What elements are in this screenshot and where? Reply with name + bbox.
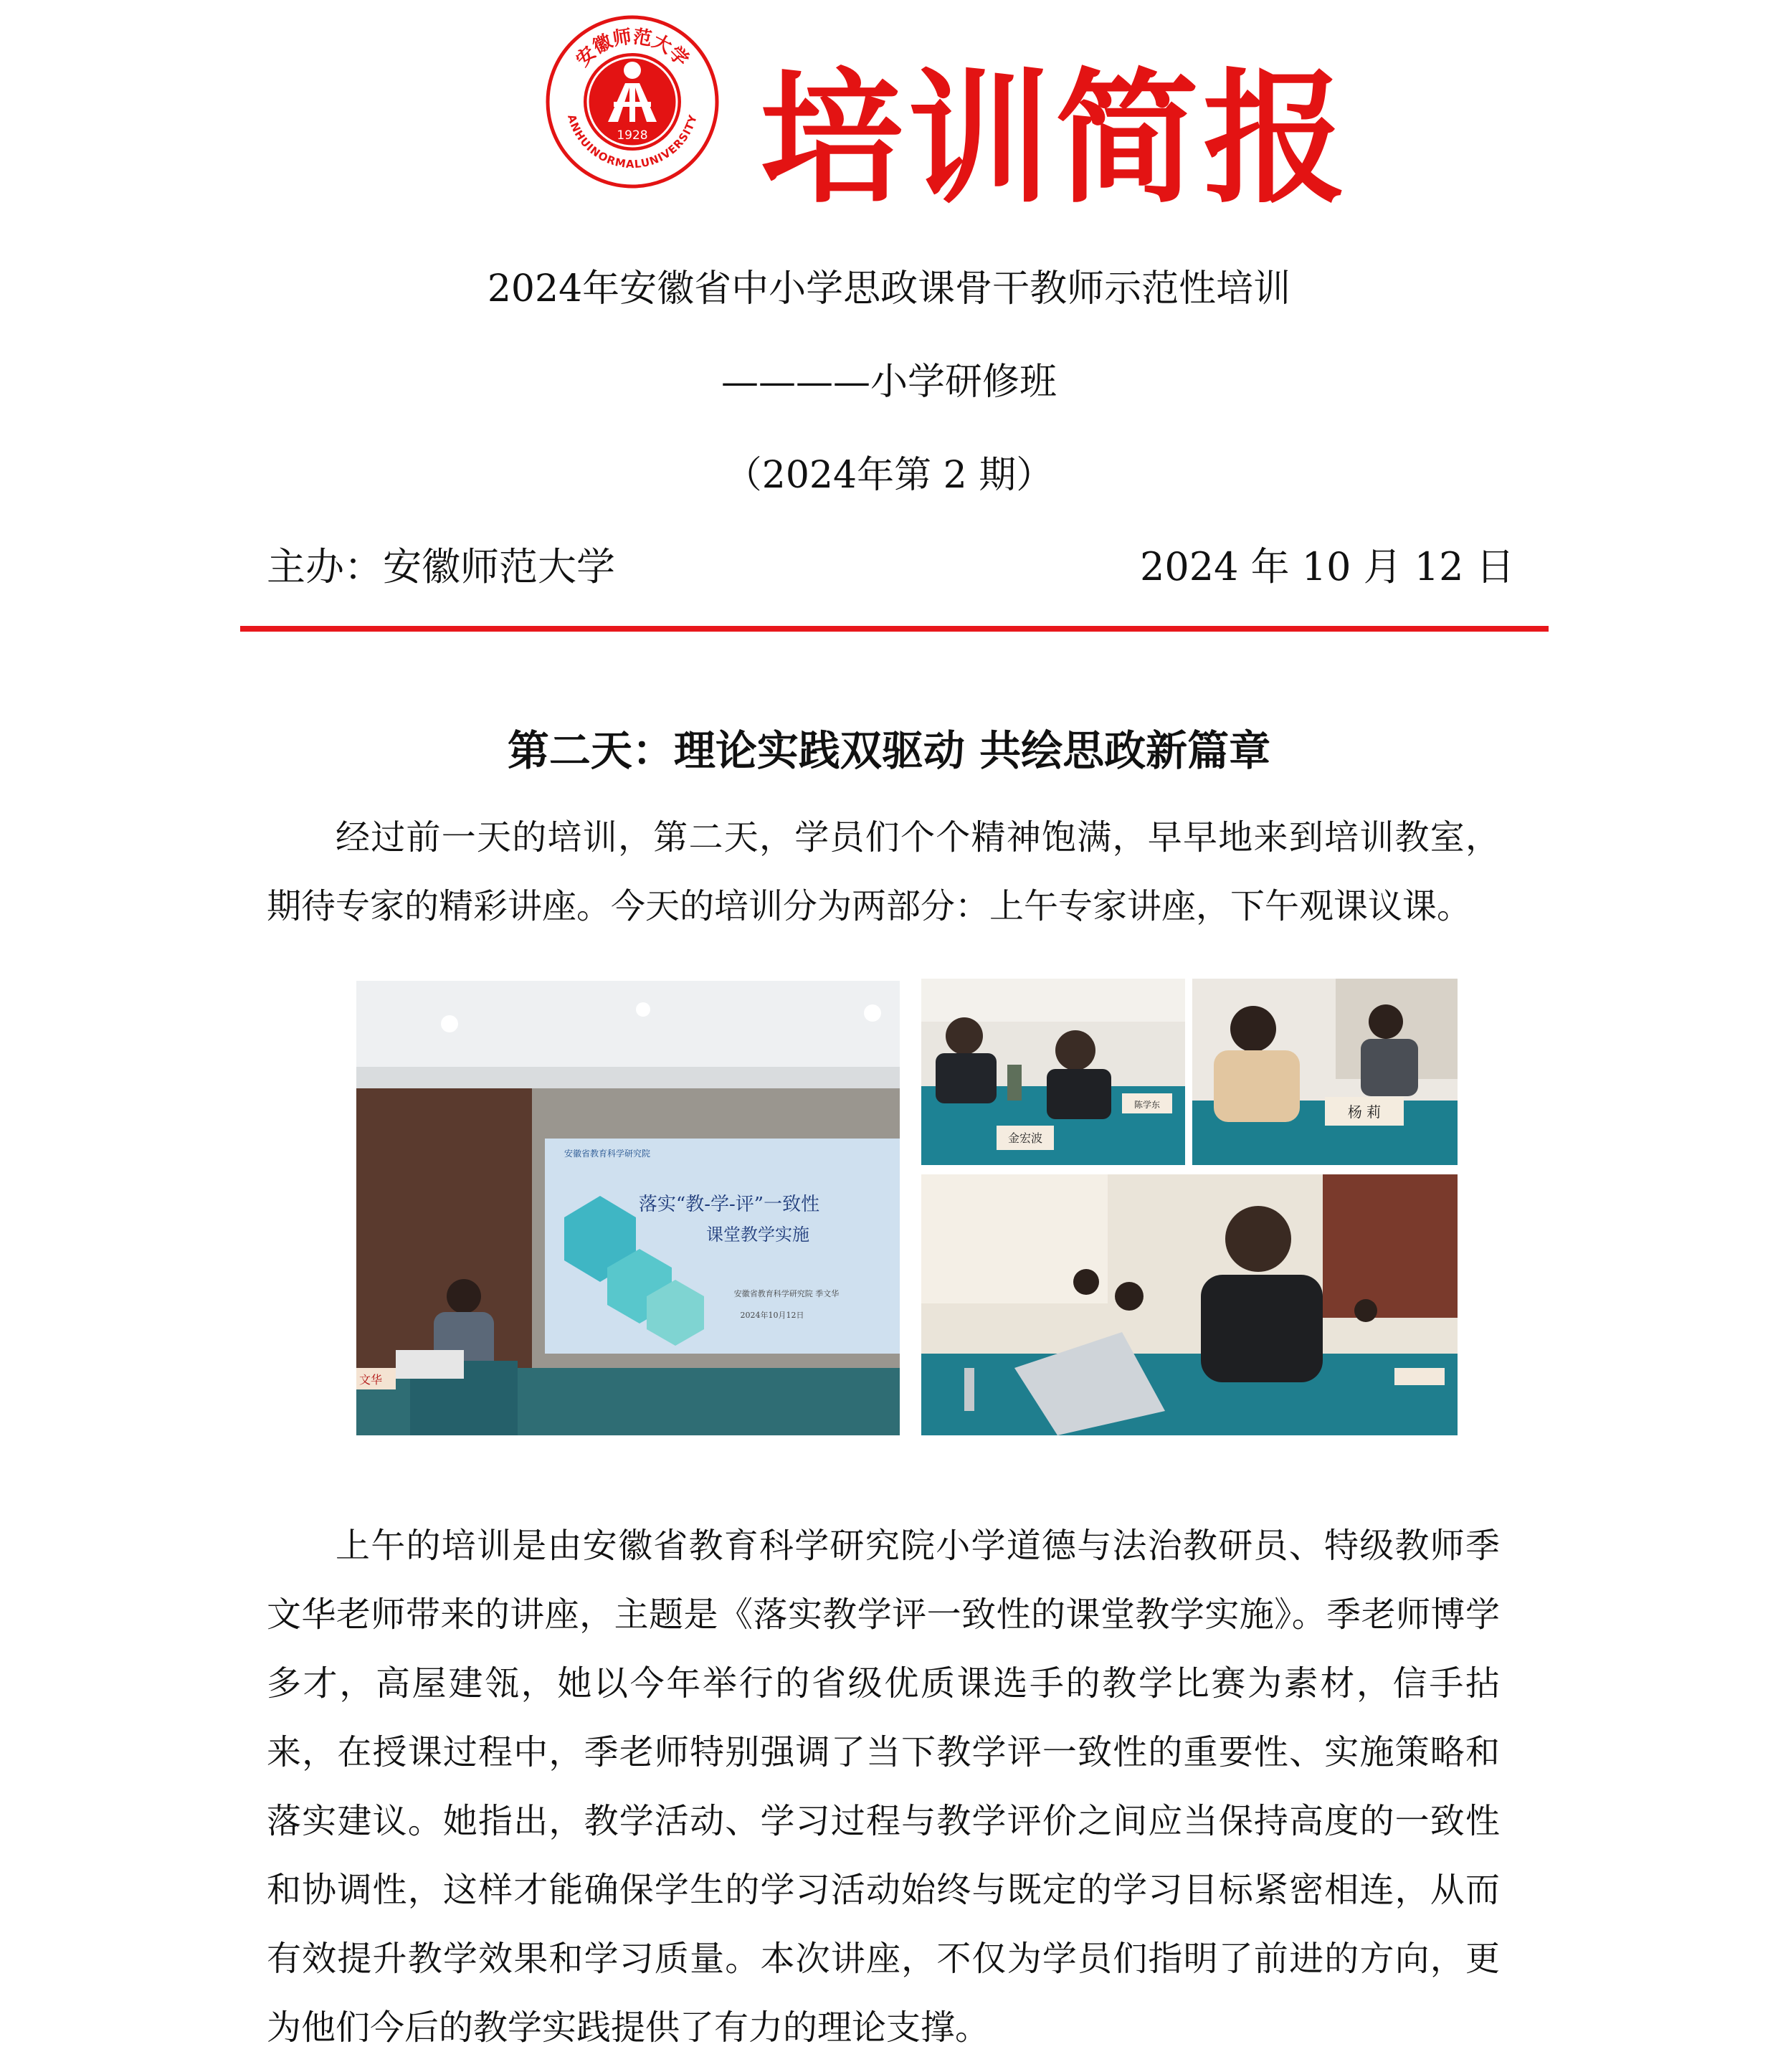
- seal-ring-text-bottom: ANHUINORMALUNIVERSITY: [565, 113, 700, 171]
- masthead-title: 培训简报: [760, 56, 1351, 223]
- slide-date: 2024年10月12日: [740, 1311, 804, 1320]
- lecture-photo: [356, 981, 900, 1435]
- classroom-photo-2: [1192, 979, 1458, 1165]
- name-card-yang: 杨 莉: [1347, 1103, 1382, 1121]
- seal-ring-text-top: 安徽师范大学: [571, 26, 693, 71]
- slide-org: 安徽省教育科学研究院: [564, 1149, 651, 1159]
- name-card-a: 金宏波: [1007, 1131, 1043, 1145]
- laptop-classroom-photo: [921, 1174, 1458, 1435]
- slide-title-line2: 课堂教学实施: [706, 1225, 809, 1245]
- issue-date: 2024 年 10 月 12 日: [1140, 544, 1515, 589]
- name-card-b: 陈学东: [1133, 1100, 1161, 1110]
- seal-year: 1928: [617, 128, 648, 143]
- university-seal-logo: [545, 14, 721, 190]
- header-divider: [240, 626, 1549, 632]
- issue-number: （2024年第 2 期）: [724, 454, 1054, 497]
- organizer: 主办：安徽师范大学: [267, 544, 615, 589]
- slide-title-line1: 落实“教-学-评”一致性: [638, 1194, 820, 1215]
- article-title: 第二天：理论实践双驱动 共绘思政新篇章: [507, 726, 1271, 775]
- podium-name-card: 文华: [359, 1373, 383, 1387]
- article-paragraph-2: 上午的培训是由安徽省教育科学研究院小学道德与法治教研员、特级教师季文华老师带来的讲座，主题是《落实教学评一致性的课堂教学实施》。季老师博学多才，高屋建瓴，她以今年举行的省级优质课选手的教学比赛为素材，信手拈来，在授课过程中，季老师特别强调了当下教学评一致性的重要性、实施策略和落实建议。她指出，教学活动、学习过程与教学评价之间应当保持高度的一致性和协调性，这样才能确保学生的学习活动始终与既定的学习目标紧密相连，从而有效提升教学效果和学习质量。本次讲座，不仅为学员们指明了前进的方向，更为他们今后的教学实践提供了有力的理论支撑。: [267, 1526, 1500, 2048]
- classroom-photo-1: [921, 979, 1185, 1165]
- slide-author: 安徽省教育科学研究院 季文华: [733, 1289, 840, 1298]
- program-title: 2024年安徽省中小学思政课骨干教师示范性培训: [487, 267, 1291, 310]
- class-name: ————小学研修班: [721, 361, 1057, 404]
- article-paragraph-1: 经过前一天的培训，第二天，学员们个个精神饱满，早早地来到培训教室，期待专家的精彩讲座。今天的培训分为两部分：上午专家讲座，下午观课议课。: [267, 817, 1500, 926]
